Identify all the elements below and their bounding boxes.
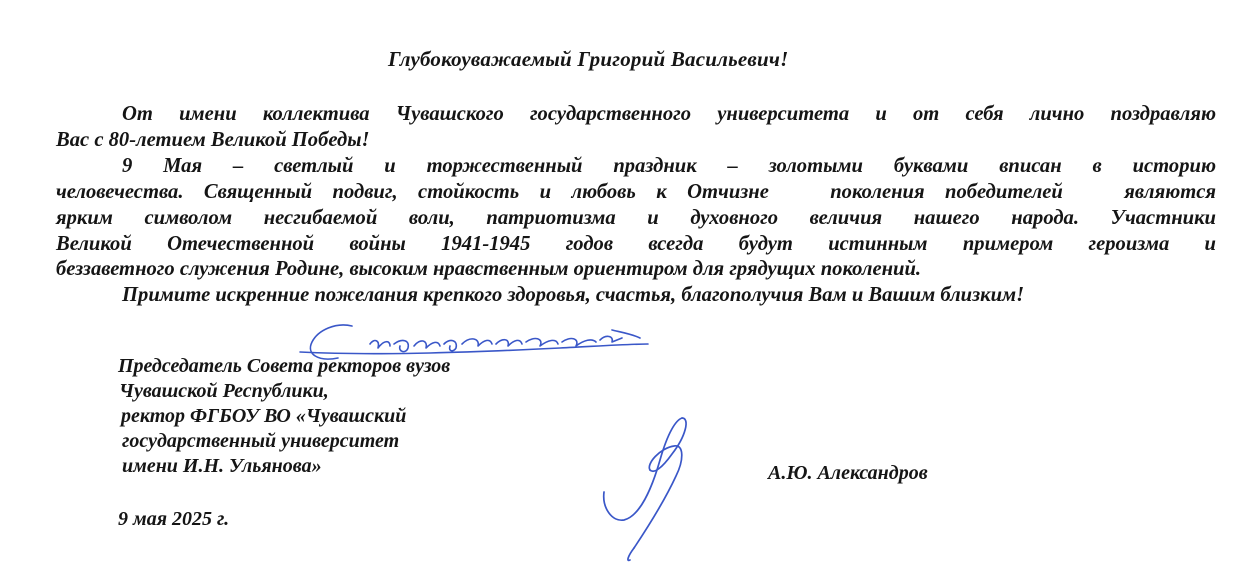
position-line: государственный университет bbox=[122, 430, 400, 452]
signatory-position bbox=[118, 354, 450, 479]
paragraph-2-line-1: 9 Мая – светлый и торжественный праздник – золотыми буквами вписан в историю bbox=[122, 154, 1216, 177]
salutation: Глубокоуважаемый Григорий Васильевич! bbox=[388, 47, 789, 71]
paragraph-3-line-1: Примите искренние пожелания крепкого здоровья, счастья, благополучия Вам и Вашим близким! bbox=[122, 284, 1025, 307]
position-line: ректор ФГБОУ ВО «Чувашский bbox=[121, 405, 407, 427]
paragraph-1-line-2: Вас с 80-летием Великой Победы! bbox=[56, 128, 370, 151]
handwritten-signature bbox=[604, 418, 686, 560]
paragraph-2-line-4: Великой Отечественной войны 1941-1945 годов всегда будут истинным примером героизма и bbox=[56, 232, 1216, 255]
position-line: Чувашской Республики, bbox=[119, 380, 329, 402]
paragraph-2-line-2: человечества. Священный подвиг, стойкость и любовь к Отчизне поколения победителей являются bbox=[56, 180, 1216, 203]
letter-date: 9 мая 2025 г. bbox=[118, 508, 230, 530]
signatory-name: А.Ю. Александров bbox=[768, 462, 928, 484]
paragraph-1-line-1: От имени коллектива Чувашского государственного университета и от себя лично поздравляю bbox=[122, 103, 1216, 125]
paragraph-2-line-5: беззаветного служения Родине, высоким нравственным ориентиром для грядущих поколений. bbox=[56, 258, 922, 281]
position-line: имени И.Н. Ульянова» bbox=[122, 455, 322, 477]
position-line: Председатель Совета ректоров вузов bbox=[118, 355, 451, 377]
letter-body bbox=[56, 102, 1216, 309]
paragraph-2-line-3: ярким символом несгибаемой воли, патриотизма и духовного величия нашего народа. Участники bbox=[56, 206, 1216, 229]
